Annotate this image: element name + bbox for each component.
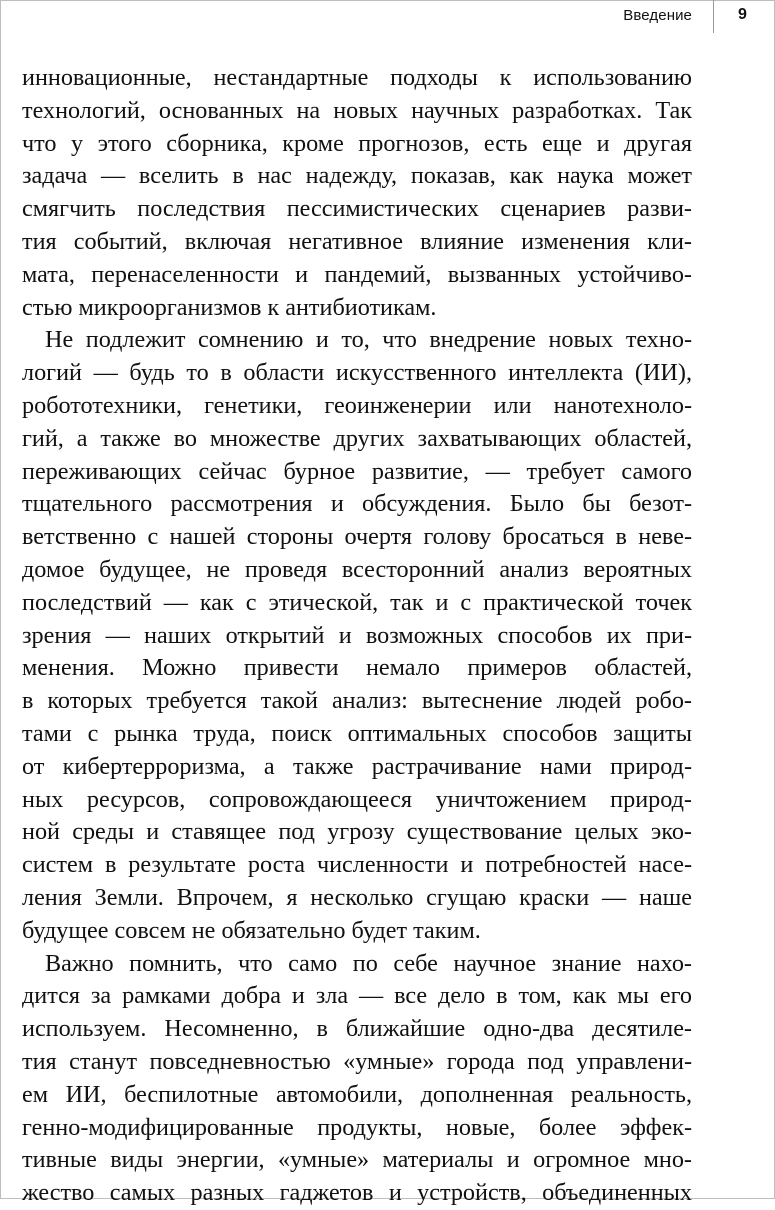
text-line: стью микроорганизмов к антибиотикам. bbox=[22, 293, 437, 321]
text-line: тами с рынка труда, поиск оптимальных способов защиты bbox=[22, 719, 692, 747]
text-line: домое будущее, не проведя всесторонний анализ вероятных bbox=[22, 555, 692, 583]
text-line: гий, а также во множестве других захватывающих областей, bbox=[22, 424, 692, 452]
text-line: тия событий, включая негативное влияние изменения кли- bbox=[22, 227, 692, 255]
text-line: тия станут повседневностью «умные» города под управлени- bbox=[22, 1047, 692, 1075]
text-line: ветственно с нашей стороны очертя голову бросаться в неве- bbox=[22, 523, 692, 551]
section-title: Введение bbox=[623, 7, 692, 24]
text-line: тивные виды энергии, «умные» материалы и огромное мно- bbox=[22, 1146, 692, 1174]
text-line: ления Земли. Впрочем, я несколько сгущаю краски — наше bbox=[22, 883, 692, 911]
text-line: ных ресурсов, сопровождающееся уничтожением природ- bbox=[22, 785, 692, 813]
text-line: робототехники, генетики, геоинженерии или нанотехноло- bbox=[22, 391, 692, 419]
text-line: дится за рамками добра и зла — все дело в том, как мы его bbox=[22, 982, 692, 1010]
text-line: менения. Можно привести немало примеров областей, bbox=[22, 654, 692, 682]
text-line: генно-модифицированные продукты, новые, более эффек- bbox=[22, 1113, 692, 1141]
text-line: ем ИИ, беспилотные автомобили, дополненная реальность, bbox=[22, 1080, 692, 1108]
text-line: зрения — наших открытий и возможных способов их при- bbox=[22, 621, 692, 649]
text-line: что у этого сборника, кроме прогнозов, есть еще и другая bbox=[22, 129, 692, 157]
text-line: от кибертерроризма, а также растрачивание нами природ- bbox=[22, 752, 692, 780]
text-line: тщательного рассмотрения и обсуждения. Было бы безот- bbox=[22, 490, 692, 518]
text-line: технологий, основанных на новых научных разработках. Так bbox=[22, 96, 692, 124]
text-line: последствий — как с этической, так и с практической точек bbox=[22, 588, 692, 616]
text-line: будущее совсем не обязательно будет таким. bbox=[22, 916, 481, 944]
text-line: мата, перенаселенности и пандемий, вызванных устойчиво- bbox=[22, 260, 692, 288]
text-line: в которых требуется такой анализ: вытеснение людей робо- bbox=[22, 687, 692, 715]
text-line: Не подлежит сомнению и то, что внедрение новых техно- bbox=[45, 326, 692, 354]
text-line: смягчить последствия пессимистических сценариев разви- bbox=[22, 195, 692, 223]
header-divider bbox=[713, 0, 714, 33]
text-line: переживающих сейчас бурное развитие, — требует самого bbox=[22, 457, 692, 485]
running-header bbox=[0, 0, 775, 34]
text-line: жество самых разных гаджетов и устройств, объединенных bbox=[22, 1179, 692, 1207]
text-line: Важно помнить, что само по себе научное знание нахо- bbox=[45, 949, 692, 977]
text-line: систем в результате роста численности и потребностей насе- bbox=[22, 851, 692, 879]
body-text bbox=[22, 62, 692, 1210]
text-line: логий — будь то в области искусственного интеллекта (ИИ), bbox=[22, 359, 692, 387]
text-line: задача — вселить в нас надежду, показав, как наука может bbox=[22, 162, 692, 190]
text-line: инновационные, нестандартные подходы к использованию bbox=[22, 64, 692, 91]
text-line: используем. Несомненно, в ближайшие одно-два десятиле- bbox=[22, 1015, 692, 1043]
page-number: 9 bbox=[738, 6, 747, 23]
text-line: ной среды и ставящее под угрозу существование целых эко- bbox=[22, 818, 692, 846]
